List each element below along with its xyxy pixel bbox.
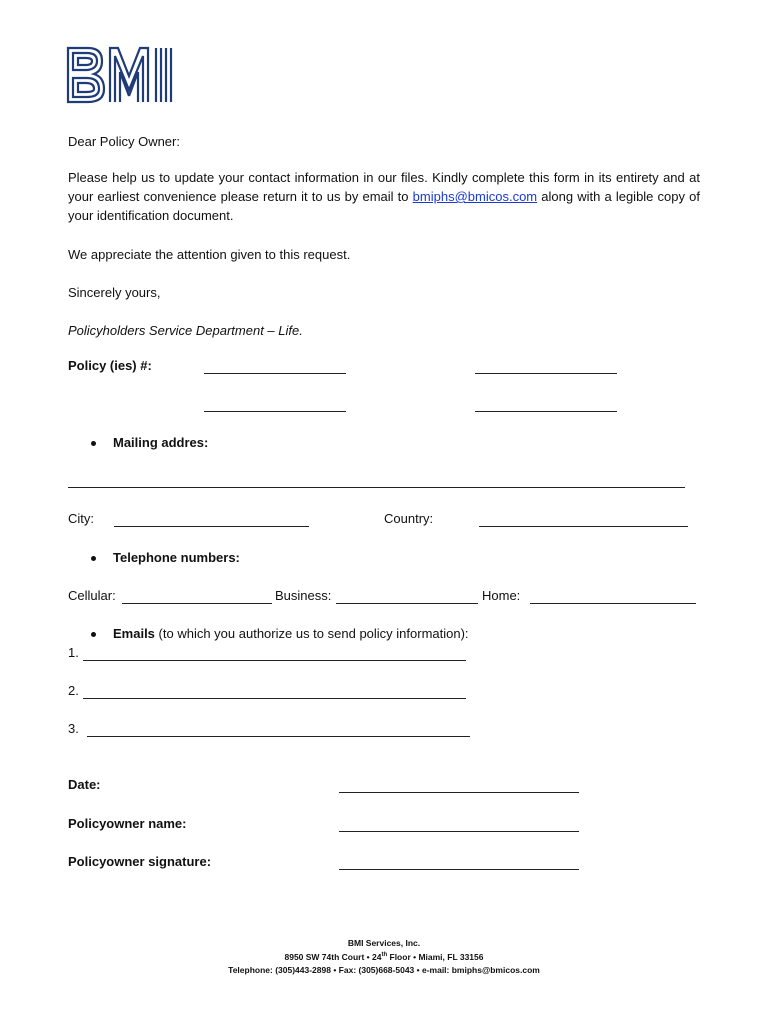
policy-field-4[interactable] xyxy=(475,411,617,412)
mailing-label: Mailing addres: xyxy=(113,435,209,450)
appreciation-text: We appreciate the attention given to this request. xyxy=(68,247,351,262)
footer-company: BMI Services, Inc. xyxy=(347,938,421,948)
bullet-icon xyxy=(91,441,96,446)
email-field-1[interactable] xyxy=(83,660,466,661)
bmi-logo xyxy=(66,46,176,107)
footer-address-part2: Floor • Miami, FL 33156 xyxy=(387,952,484,962)
greeting: Dear Policy Owner: xyxy=(68,134,180,149)
cellular-field[interactable] xyxy=(122,603,272,604)
policy-field-3[interactable] xyxy=(204,411,346,412)
country-label: Country: xyxy=(384,511,434,526)
date-field[interactable] xyxy=(339,792,579,793)
mailing-address-field[interactable] xyxy=(68,487,685,488)
country-field[interactable] xyxy=(479,526,688,527)
intro-text-1: Please help us to update your contact information in our files. Kindly complete this form in its entirety and at your earliest convenience please return it to us by email to xyxy=(68,170,700,204)
footer-contact: Telephone: (305)443-2898 • Fax: (305)668-5043 • e-mail: bmiphs@bmicos.com xyxy=(228,965,540,975)
telephone-label: Telephone numbers: xyxy=(113,550,240,565)
footer-address xyxy=(0,951,768,964)
email-link[interactable]: bmiphs@bmicos.com xyxy=(412,189,538,204)
emails-note: (to which you authorize us to send policy information): xyxy=(158,626,469,641)
policy-field-1[interactable] xyxy=(204,373,346,374)
policyowner-name-label: Policyowner name: xyxy=(68,816,187,831)
email-item-number: 3. xyxy=(68,721,79,736)
policy-field-2[interactable] xyxy=(475,373,617,374)
email-item-number: 2. xyxy=(68,683,79,698)
department-signature: Policyholders Service Department – Life. xyxy=(68,323,303,338)
policies-label: Policy (ies) #: xyxy=(68,358,152,373)
footer-address-part1: 8950 SW 74th Court • 24 xyxy=(284,952,382,962)
cellular-label: Cellular: xyxy=(68,588,116,603)
email-field-3[interactable] xyxy=(87,736,470,737)
bmi-logo-graphic xyxy=(66,46,176,104)
emails-label: Emails xyxy=(113,626,155,641)
intro-text-2: along with a legible copy of your identification document. xyxy=(68,189,700,223)
home-label: Home: xyxy=(482,588,521,603)
footer-address-sup: th xyxy=(381,952,388,959)
date-label: Date: xyxy=(68,777,101,792)
policyowner-signature-label: Policyowner signature: xyxy=(68,854,212,869)
bullet-icon xyxy=(91,556,96,561)
policyowner-name-field[interactable] xyxy=(339,831,579,832)
email-field-2[interactable] xyxy=(83,698,466,699)
city-label: City: xyxy=(68,511,94,526)
email-item-number: 1. xyxy=(68,645,79,660)
emails-heading xyxy=(113,626,469,641)
bullet-icon xyxy=(91,632,96,637)
home-field[interactable] xyxy=(530,603,696,604)
closing-text: Sincerely yours, xyxy=(68,285,161,300)
business-label: Business: xyxy=(275,588,332,603)
policyowner-signature-field[interactable] xyxy=(339,869,579,870)
city-field[interactable] xyxy=(114,526,309,527)
intro-paragraph xyxy=(68,168,700,225)
business-field[interactable] xyxy=(336,603,478,604)
